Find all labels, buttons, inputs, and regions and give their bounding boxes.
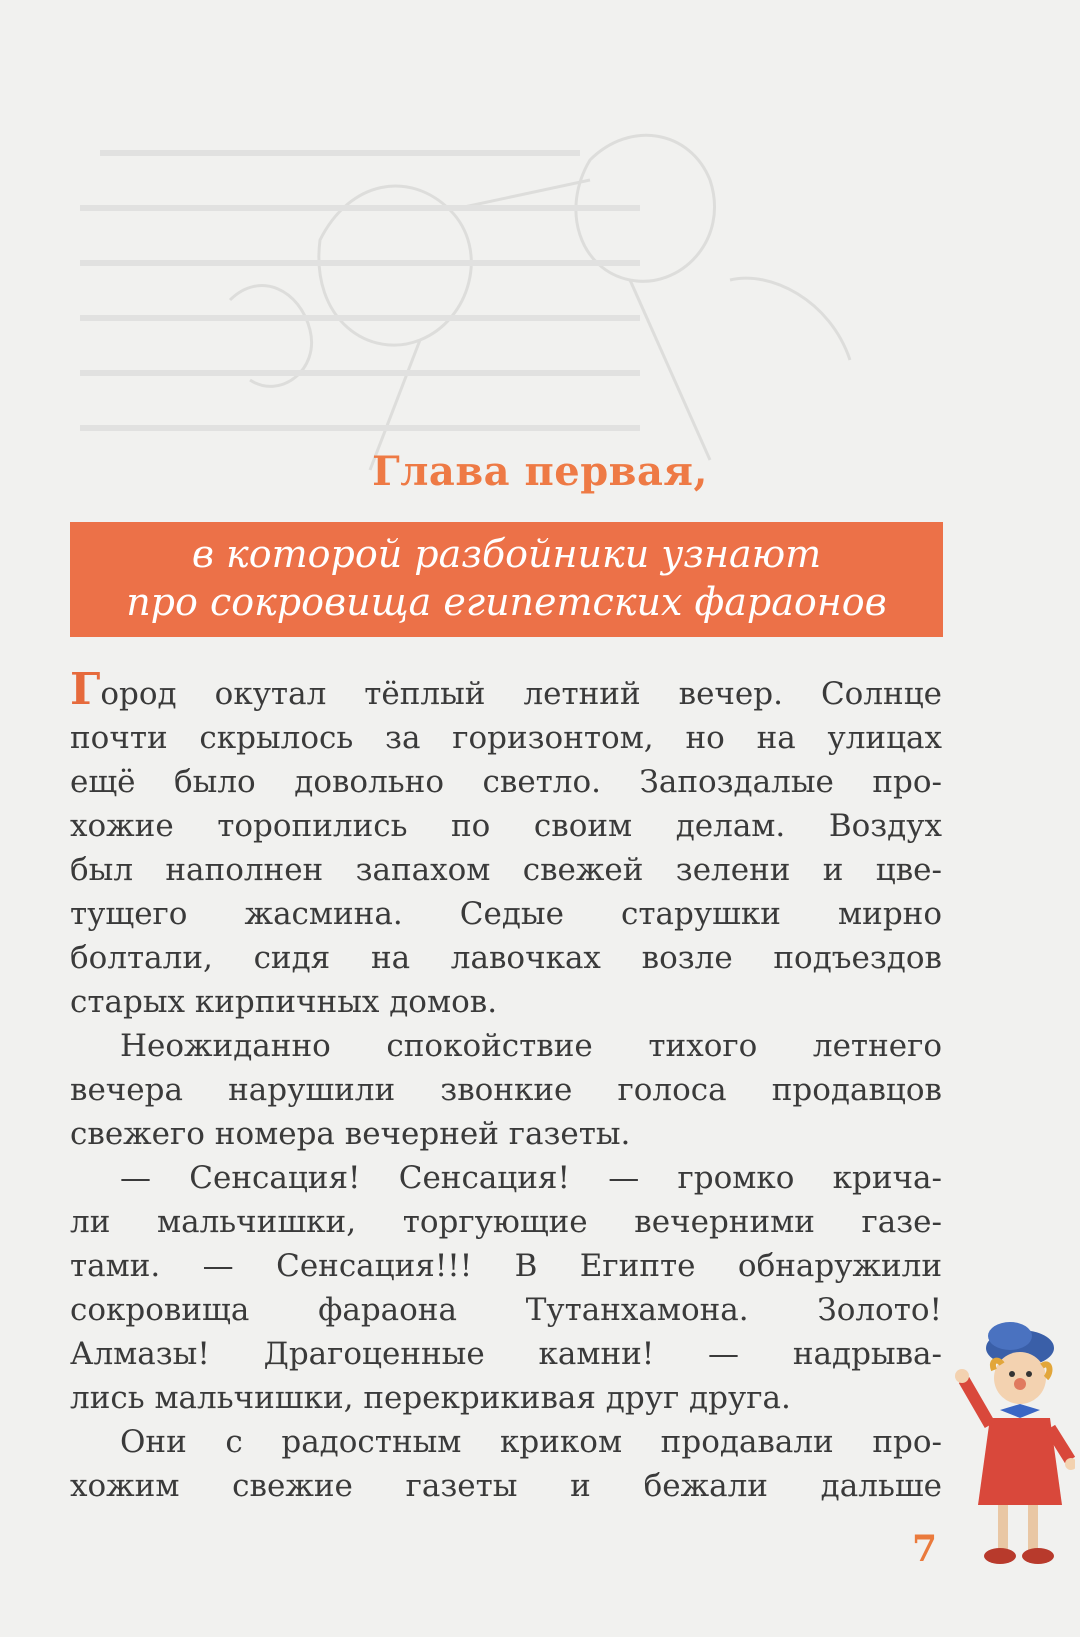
text-line [70, 1024, 942, 1068]
text-line [70, 804, 942, 848]
text-line-content: сокровища фараона Тутанхамона. Золото! [70, 1292, 942, 1328]
text-line-content: ещё было довольно светло. Запоздалые про- [70, 764, 942, 800]
ghost-illustration [70, 40, 970, 510]
text-line-content: вечера нарушили звонкие голоса продавцов [70, 1072, 942, 1108]
text-line-content: болтали, сидя на лавочках возле подъездов [70, 940, 942, 976]
text-line [70, 1200, 942, 1244]
text-line [70, 1244, 942, 1288]
text-line-content: лись мальчишки, перекрикивая друг друга. [70, 1380, 791, 1416]
text-line [70, 1376, 942, 1420]
text-line [70, 664, 942, 716]
chapter-subtitle-line-2: про сокровища египетских фараонов [126, 580, 887, 624]
text-line-content: ли мальчишки, торгующие вечерними газе- [70, 1204, 942, 1240]
text-line-content: — Сенсация! Сенсация! — громко крича- [120, 1160, 942, 1196]
text-line-content: старых кирпичных домов. [70, 984, 498, 1020]
text-line [70, 716, 942, 760]
chapter-subtitle-line-1: в которой разбойники узнают [191, 532, 822, 576]
chapter-title: Глава первая, [372, 448, 708, 495]
text-line-content: был наполнен запахом свежей зелени и цве- [70, 852, 942, 888]
chapter-subtitle-band [70, 522, 943, 637]
text-line [70, 1112, 942, 1156]
text-line-content: ород окутал тёплый летний вечер. Солнце [100, 676, 942, 712]
text-line [70, 760, 942, 804]
text-line [70, 1420, 942, 1464]
page-number: 7 [912, 1528, 938, 1570]
text-line [70, 936, 942, 980]
text-line-content: тами. — Сенсация!!! В Египте обнаружили [70, 1248, 942, 1284]
text-line-content: почти скрылось за горизонтом, но на улицах [70, 720, 942, 756]
cartoon-boy-icon [950, 1300, 1075, 1580]
text-line [70, 1156, 942, 1200]
text-line-content: свежего номера вечерней газеты. [70, 1116, 631, 1152]
text-line [70, 892, 942, 936]
text-line-content: хожим свежие газеты и бежали дальше [70, 1468, 942, 1504]
text-line [70, 1464, 942, 1508]
text-line-content: хожие торопились по своим делам. Воздух [70, 808, 942, 844]
body-text [70, 664, 942, 1508]
text-line-content: Алмазы! Драгоценные камни! — надрыва- [70, 1336, 942, 1372]
text-line [70, 848, 942, 892]
text-line [70, 1332, 942, 1376]
text-line [70, 1068, 942, 1112]
text-line-content: тущего жасмина. Седые старушки мирно [70, 896, 942, 932]
text-line-content: Они с радостным криком продавали про- [120, 1424, 942, 1460]
text-line-content: Неожиданно спокойствие тихого летнего [120, 1028, 942, 1064]
drop-cap: Г [70, 664, 101, 715]
text-line [70, 1288, 942, 1332]
text-line [70, 980, 942, 1024]
